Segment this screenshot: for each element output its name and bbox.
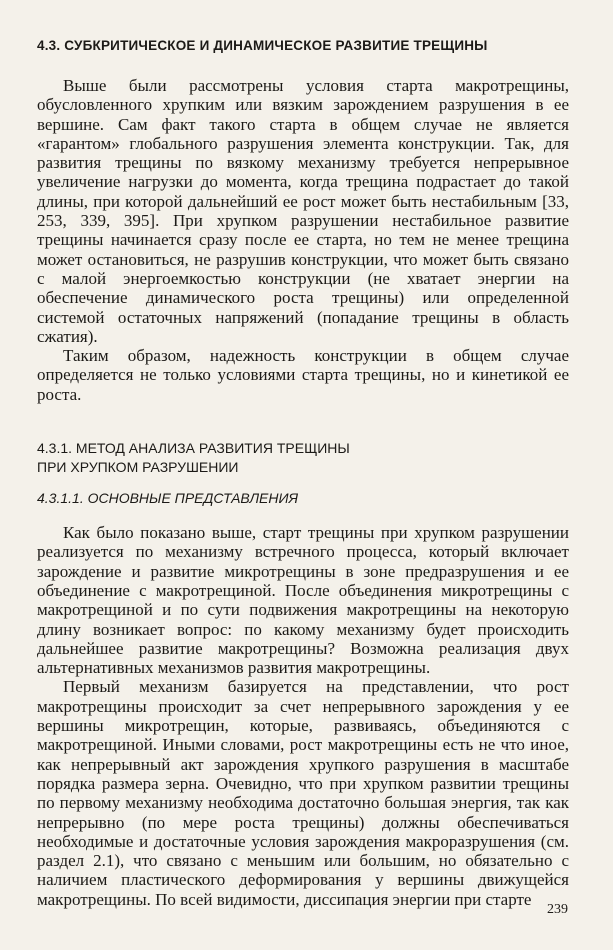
subsection-title-line: ПРИ ХРУПКОМ РАЗРУШЕНИИ: [37, 459, 239, 476]
page-number: 239: [547, 902, 568, 917]
paragraph: Как было показано выше, старт трещины при хрупком разрушении реализуется по механизму встречного процесса, который включает зарождение и развитие микротрещины в зоне предразрушения и ее объединение с макротрещиной. После объединения микротрещины с макротрещиной и по сути подвижения макротрещины на некоторую длину возникает вопрос: по какому механизму будет происходить дальнейшее развитие макротрещины? Возможна реализация двух альтернативных механизмов развития макротрещины.: [37, 523, 569, 678]
section-title: 4.3. СУБКРИТИЧЕСКОЕ И ДИНАМИЧЕСКОЕ РАЗВИТИЕ ТРЕЩИНЫ: [37, 38, 488, 53]
page-content: [37, 36, 569, 909]
subsection-title-line: 4.3.1. МЕТОД АНАЛИЗА РАЗВИТИЯ ТРЕЩИНЫ: [37, 440, 350, 457]
paragraph: Первый механизм базируется на представлении, что рост макротрещины происходит за счет непрерывного зарождения у ее вершины микротрещин, которые, развиваясь, объединяются с макротрещиной. Иными словами, рост макротрещины есть не что иное, как непрерывный акт зарождения хрупкого разрушения в масштабе порядка размера зерна. Очевидно, что при хрупком развитии трещины по первому механизму необходима достаточно большая энергия, так как непрерывно (по мере роста трещины) должны обеспечиваться необходимые и достаточные условия зарождения макроразрушения (см. раздел 2.1), что связано с меньшим или большим, но обязательно с наличием пластического деформирования у вершины движущейся макротрещины. По всей видимости, диссипация энергии при старте: [37, 677, 569, 909]
paragraph: Выше были рассмотрены условия старта макротрещины, обусловленного хрупким или вязким зарождением разрушения в ее вершине. Сам факт такого старта в общем случае не является «гарантом» глобального разрушения элемента конструкции. Так, для развития трещины по вязкому механизму требуется непрерывное увеличение нагрузки до момента, когда трещина подрастает до такой длины, при которой дальнейший ее рост может быть нестабильным [33, 253, 339, 395]. При хрупком разрушении нестабильное развитие трещины начинается сразу после ее старта, но тем не менее трещина может остановиться, не разрушив конструкции, что может быть связано с малой энергоемкостью конструкции (не хватает энергии на обеспечение динамического роста трещины) или определенной системой остаточных напряжений (попадание трещины в область сжатия).: [37, 76, 569, 346]
spacer: [37, 404, 569, 439]
subsection-title: [37, 439, 569, 477]
paragraph: Таким образом, надежность конструкции в общем случае определяется не только условиями старта трещины, но и кинетикой ее роста.: [37, 346, 569, 404]
subsubsection-title: 4.3.1.1. ОСНОВНЫЕ ПРЕДСТАВЛЕНИЯ: [37, 490, 299, 507]
